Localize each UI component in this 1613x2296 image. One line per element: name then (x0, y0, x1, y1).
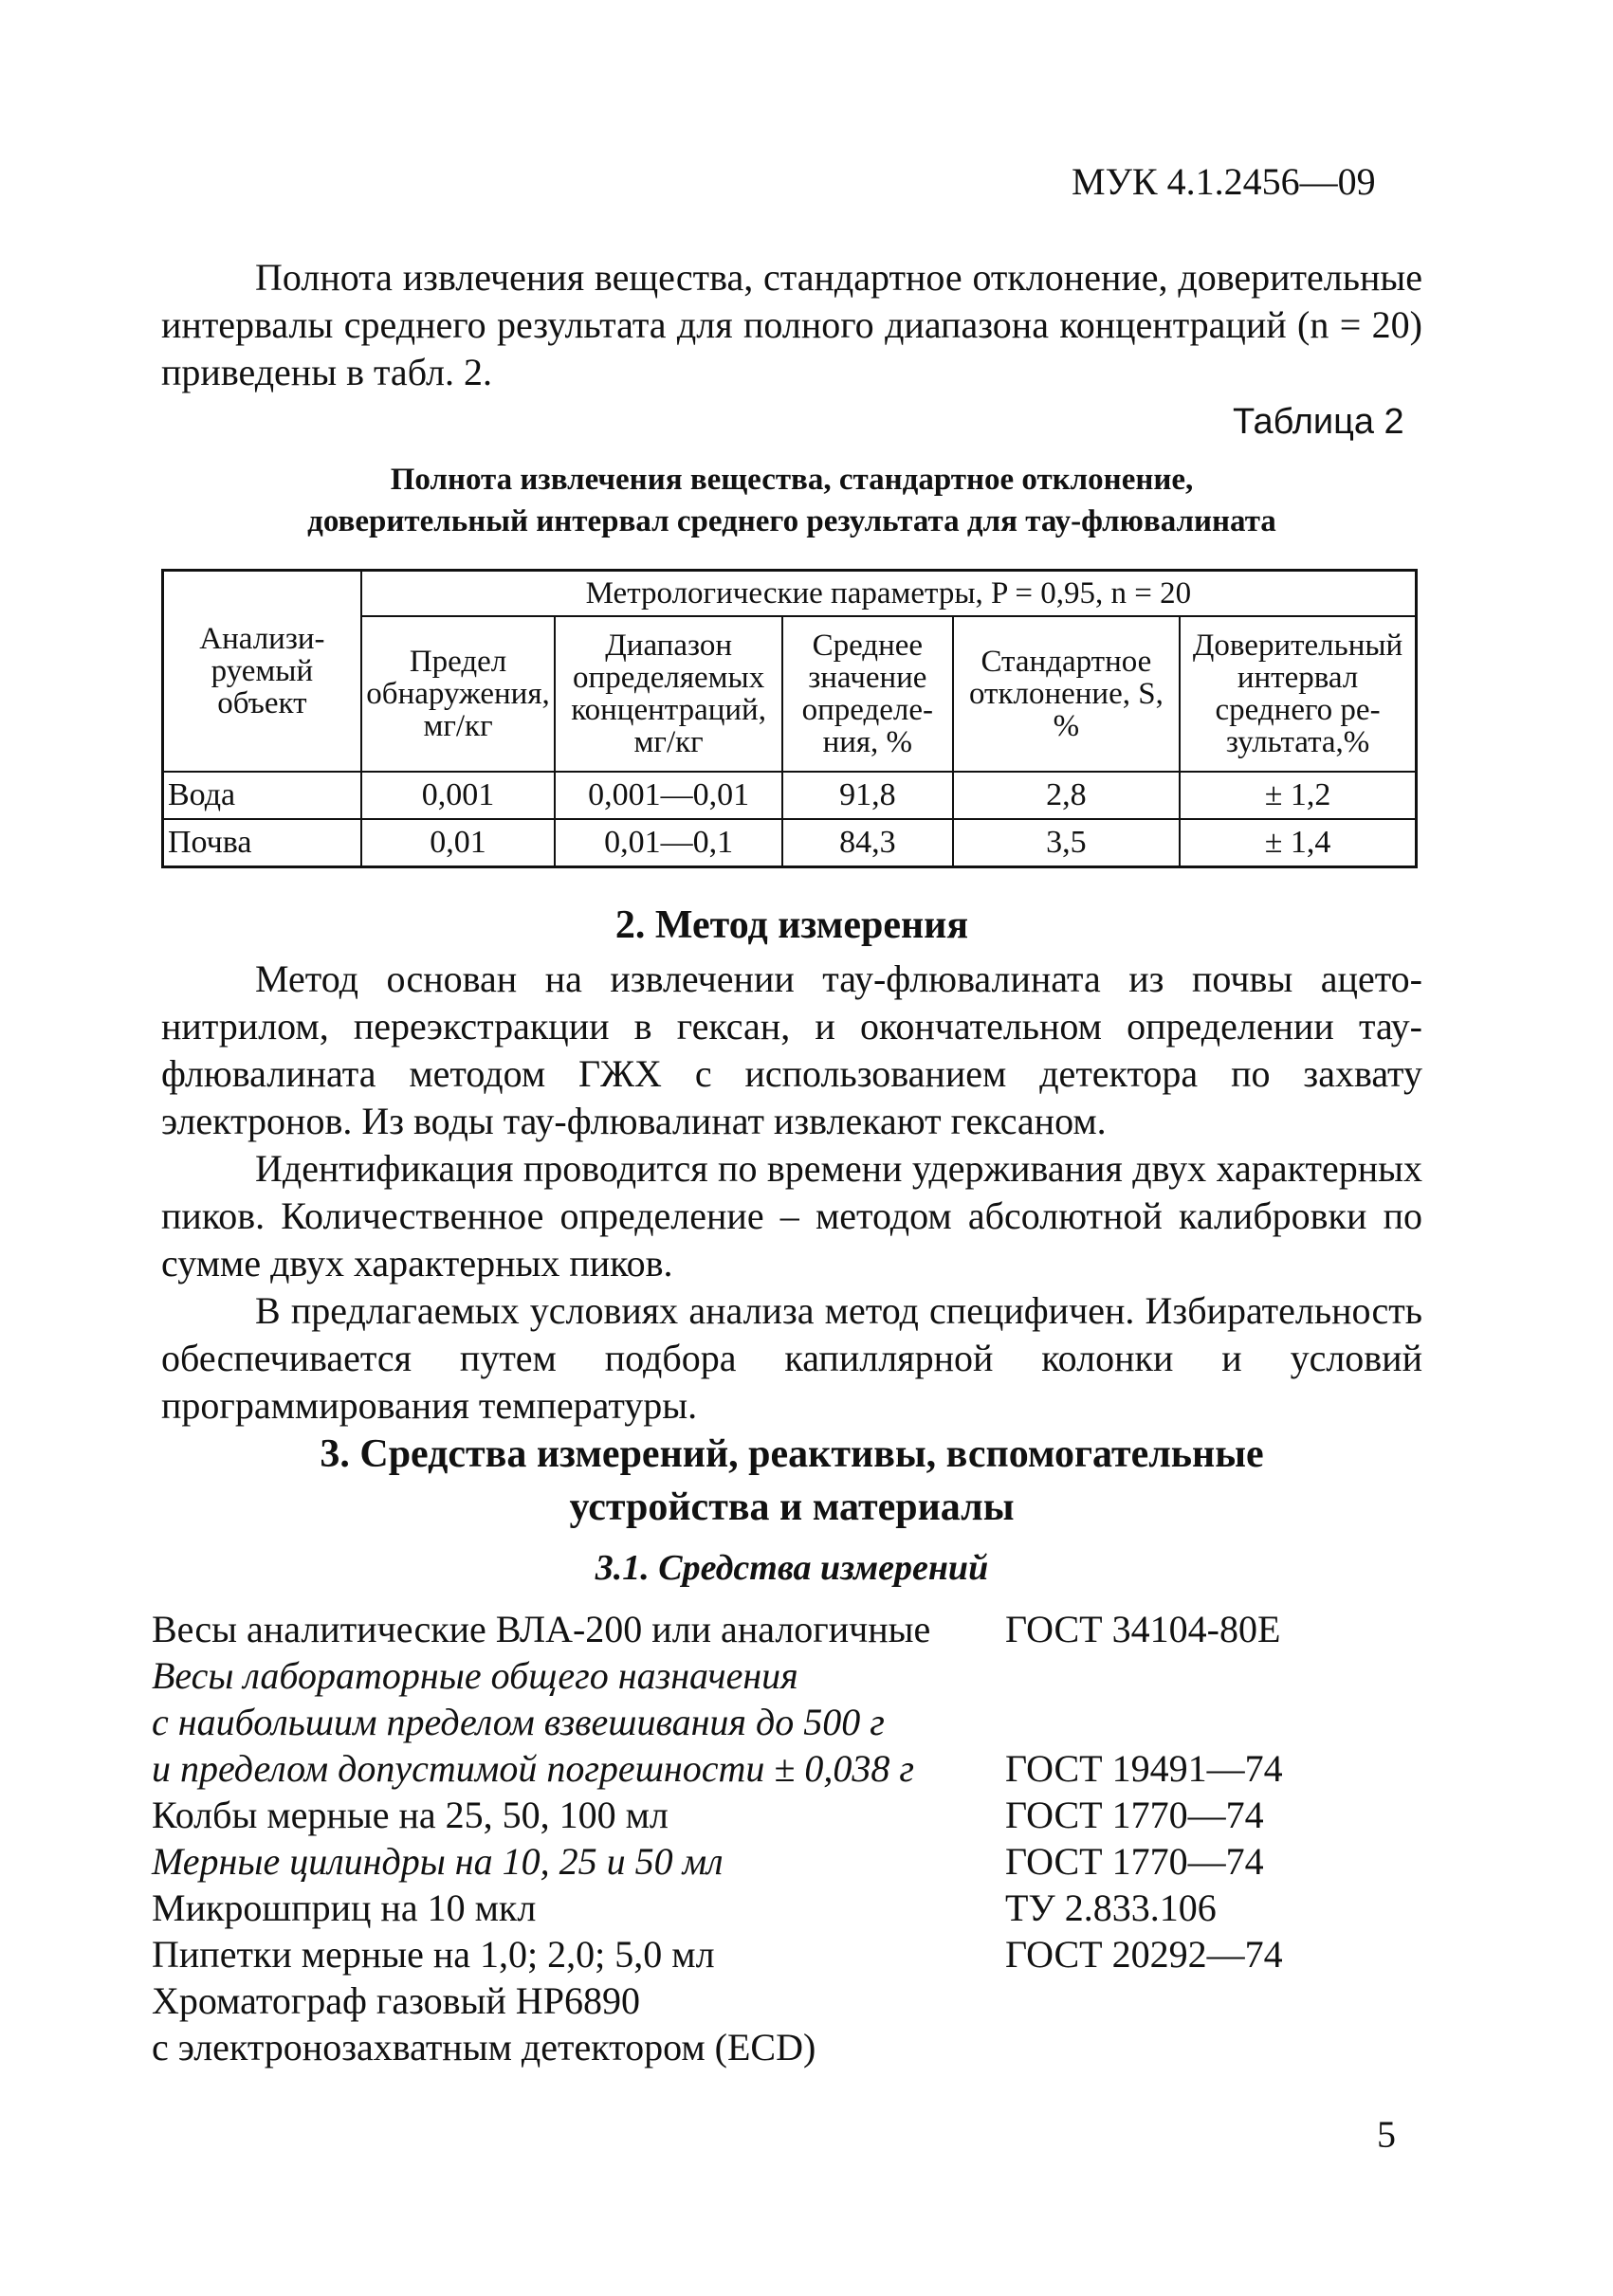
cell-mean-value: 84,3 (782, 819, 953, 867)
cell-standard-deviation: 3,5 (953, 819, 1180, 867)
equipment-item-name: с электронозахватным детектором (ECD) (152, 2026, 816, 2068)
equipment-item-name: Пипетки мерные на 1,0; 2,0; 5,0 мл (152, 1933, 715, 1976)
cell-detection-limit: 0,01 (361, 819, 555, 867)
section-3-title-line-1: 3. Средства измерений, реактивы, вспомогательные (320, 1432, 1264, 1476)
equipment-item-name: и пределом допустимой погрешности ± 0,038 г (152, 1747, 914, 1790)
cell-detection-limit: 0,001 (361, 772, 555, 819)
header-detection-limit: Предел обнаружения, мг/кг (361, 616, 555, 772)
section-2-paragraph-1: Метод основан на извлечении тау-флювалината из почвы ацетонитрилом, переэкстракции в гексан, и окончательном определении тау-флювалината методом ГЖХ с использованием детектора по захвату электронов. Из воды тау-флювалинат извлекают гексаном. (161, 957, 1422, 1142)
intro-paragraph: Полнота извлечения вещества, стандартное отклонение, доверительные интервалы среднего результата для полного диапазона концентраций (n = 20) приведены в табл. 2. (161, 256, 1422, 393)
equipment-item-name: Микрошприц на 10 мкл (152, 1886, 537, 1929)
header-metrological-parameters: Метрологические параметры, P = 0,95, n = 20 (361, 571, 1417, 617)
table-number: Таблица 2 (1233, 402, 1404, 442)
page-number: 5 (1377, 2113, 1396, 2156)
equipment-item-name: Колбы мерные на 25, 50, 100 мл (152, 1794, 669, 1836)
row-object: Вода (163, 772, 361, 819)
equipment-item-standard: ГОСТ 1770—74 (1005, 1840, 1264, 1883)
section-3-title-line-2: устройства и материалы (569, 1485, 1015, 1529)
equipment-item-standard: ГОСТ 20292—74 (1005, 1933, 1283, 1976)
document-code: МУК 4.1.2456—09 (1072, 160, 1376, 203)
equipment-item-name: Хроматограф газовый НР6890 (152, 1979, 640, 2022)
header-confidence-interval: Доверительный интервал среднего результата,% (1180, 616, 1416, 772)
row-object: Почва (163, 819, 361, 867)
header-analyzed-object: Анализируемый объект (163, 571, 361, 773)
table-row (163, 819, 1417, 867)
header-concentration-range: Диапазон определяемых концентраций, мг/кг (555, 616, 782, 772)
equipment-item-standard: ГОСТ 34104-80Е (1005, 1608, 1281, 1650)
cell-concentration-range: 0,01—0,1 (555, 819, 782, 867)
equipment-item-standard: ТУ 2.833.106 (1005, 1886, 1217, 1929)
equipment-item-standard: ГОСТ 1770—74 (1005, 1794, 1264, 1836)
equipment-item-name: с наибольшим пределом взвешивания до 500 г (152, 1701, 885, 1743)
table-row (163, 772, 1417, 819)
subsection-3-1-title: 3.1. Средства измерений (595, 1548, 989, 1588)
section-3-title (161, 1428, 1422, 1534)
equipment-item-standard: ГОСТ 19491—74 (1005, 1747, 1283, 1790)
cell-mean-value: 91,8 (782, 772, 953, 819)
header-standard-deviation: Стандартное отклонение, S, % (953, 616, 1180, 772)
section-2-title: 2. Метод измерения (614, 903, 969, 947)
header-mean-value: Среднее значение определения, % (782, 616, 953, 772)
equipment-item-name: Весы аналитические ВЛА-200 или аналогичные (152, 1608, 931, 1650)
table-caption-line-2: доверительный интервал среднего результата для тау-флювалината (307, 504, 1276, 538)
cell-concentration-range: 0,001—0,01 (555, 772, 782, 819)
cell-confidence-interval: ± 1,4 (1180, 819, 1416, 867)
section-2-paragraph-2: Идентификация проводится по времени удерживания двух характерных пиков. Количественное определение – методом абсолютной калибровки по сумме двух характерных пиков. (161, 1147, 1422, 1285)
section-2-paragraph-3: В предлагаемых условиях анализа метод специфичен. Избирательность обеспечивается путем подбора капиллярной колонки и условий программирования температуры. (161, 1289, 1422, 1427)
cell-standard-deviation: 2,8 (953, 772, 1180, 819)
metrology-table (161, 569, 1418, 868)
equipment-item-name: Мерные цилиндры на 10, 25 и 50 мл (152, 1840, 724, 1883)
table-caption-line-1: Полнота извлечения вещества, стандартное отклонение, (390, 463, 1194, 497)
cell-confidence-interval: ± 1,2 (1180, 772, 1416, 819)
table-caption (161, 459, 1422, 542)
equipment-item-name: Весы лабораторные общего назначения (152, 1654, 798, 1697)
